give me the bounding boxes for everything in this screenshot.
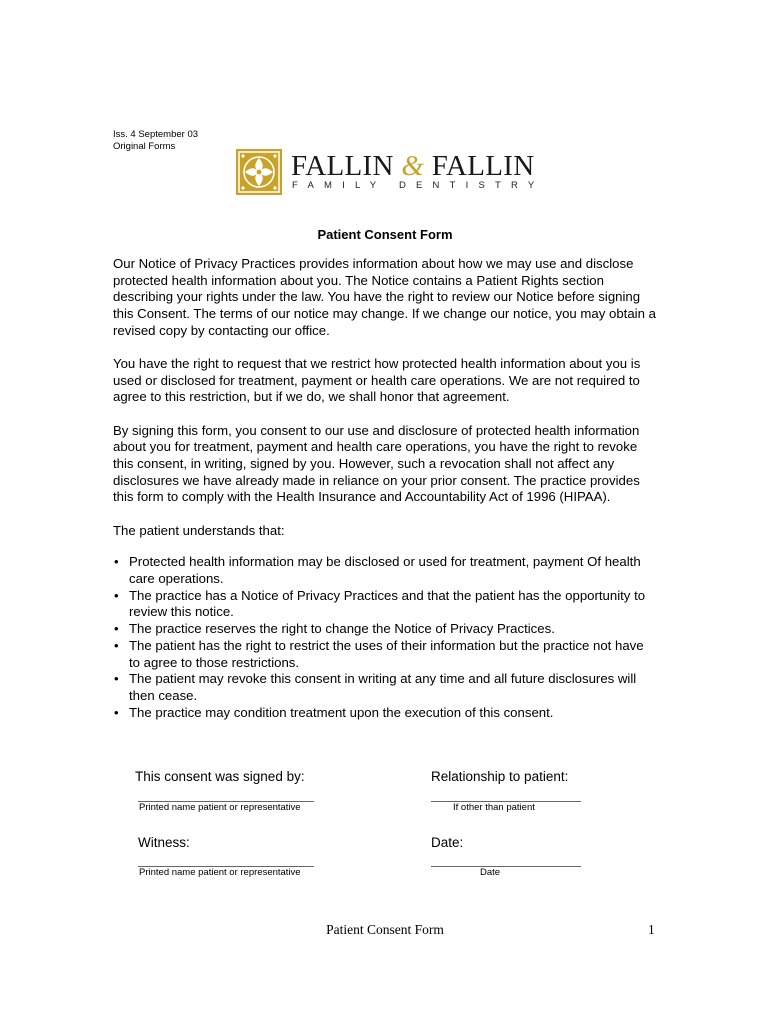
- forms-line: Original Forms: [113, 141, 176, 152]
- understanding-list: [113, 554, 658, 721]
- page-number: 1: [648, 922, 655, 937]
- practice-logo: [236, 149, 545, 195]
- practice-name: [291, 151, 534, 181]
- signed-by-label: This consent was signed by:: [135, 769, 305, 784]
- issue-info: [113, 129, 198, 153]
- signed-by-caption: Printed name patient or representative: [139, 802, 301, 813]
- date-line[interactable]: [431, 866, 581, 867]
- issue-line: Iss. 4 September 03: [113, 129, 199, 140]
- fleur-emblem-icon: [236, 149, 282, 195]
- list-item: • The practice has a Notice of Privacy Practices and that the patient has the opportunity to review this notice.: [113, 588, 658, 621]
- list-item: • The patient may revoke this consent in writing at any time and all future disclosures will then cease.: [113, 671, 658, 704]
- list-item: • The practice reserves the right to change the Notice of Privacy Practices.: [113, 621, 658, 638]
- restriction-paragraph: You have the right to request that we restrict how protected health information about you is used or disclosed for treatment, payment or health care operations. We are not required to agree to this restriction, but if we do, we shall honor that agreement.: [113, 356, 641, 405]
- practice-name-right: FALLIN: [431, 150, 535, 182]
- list-item: • The practice may condition treatment upon the execution of this consent.: [113, 705, 658, 722]
- witness-caption: Printed name patient or representative: [139, 867, 301, 878]
- list-item: • Protected health information may be disclosed or used for treatment, payment Of health care operations.: [113, 554, 658, 587]
- practice-name-left: FALLIN: [291, 150, 394, 182]
- understands-intro: The patient understands that:: [113, 522, 285, 538]
- date-caption: Date: [480, 867, 501, 878]
- relationship-caption: If other than patient: [453, 802, 535, 813]
- form-title: Patient Consent Form: [317, 227, 453, 242]
- relationship-label: Relationship to patient:: [431, 769, 569, 784]
- footer-title: Patient Consent Form: [326, 922, 444, 937]
- practice-name-ampersand: &: [401, 150, 425, 182]
- consent-paragraph: By signing this form, you consent to our use and disclosure of protected health information about you for treatment, payment and health care operations, you have the right to revoke this consent, in writing, signed by you. However, such a revocation shall not affect any disclosures we have already made in reliance on your prior consent. The practice provides this form to comply with the Health Insurance and Accountability Act of 1996 (HIPAA).: [113, 422, 640, 505]
- date-label: Date:: [431, 835, 464, 850]
- practice-subtitle: FAMILY DENTISTRY: [292, 180, 545, 191]
- list-item: • The patient has the right to restrict the uses of their information but the practice not have to agree to those restrictions.: [113, 638, 658, 671]
- privacy-notice-paragraph: Our Notice of Privacy Practices provides information about how we may use and disclose protected health information about you. The Notice contains a Patient Rights section describing your rights under the law. You have the right to review our Notice before signing this Consent. The terms of our notice may change. If we change our notice, you may obtain a revised copy by contacting our office.: [113, 256, 656, 338]
- witness-label: Witness:: [138, 835, 190, 850]
- consent-body: [113, 256, 658, 721]
